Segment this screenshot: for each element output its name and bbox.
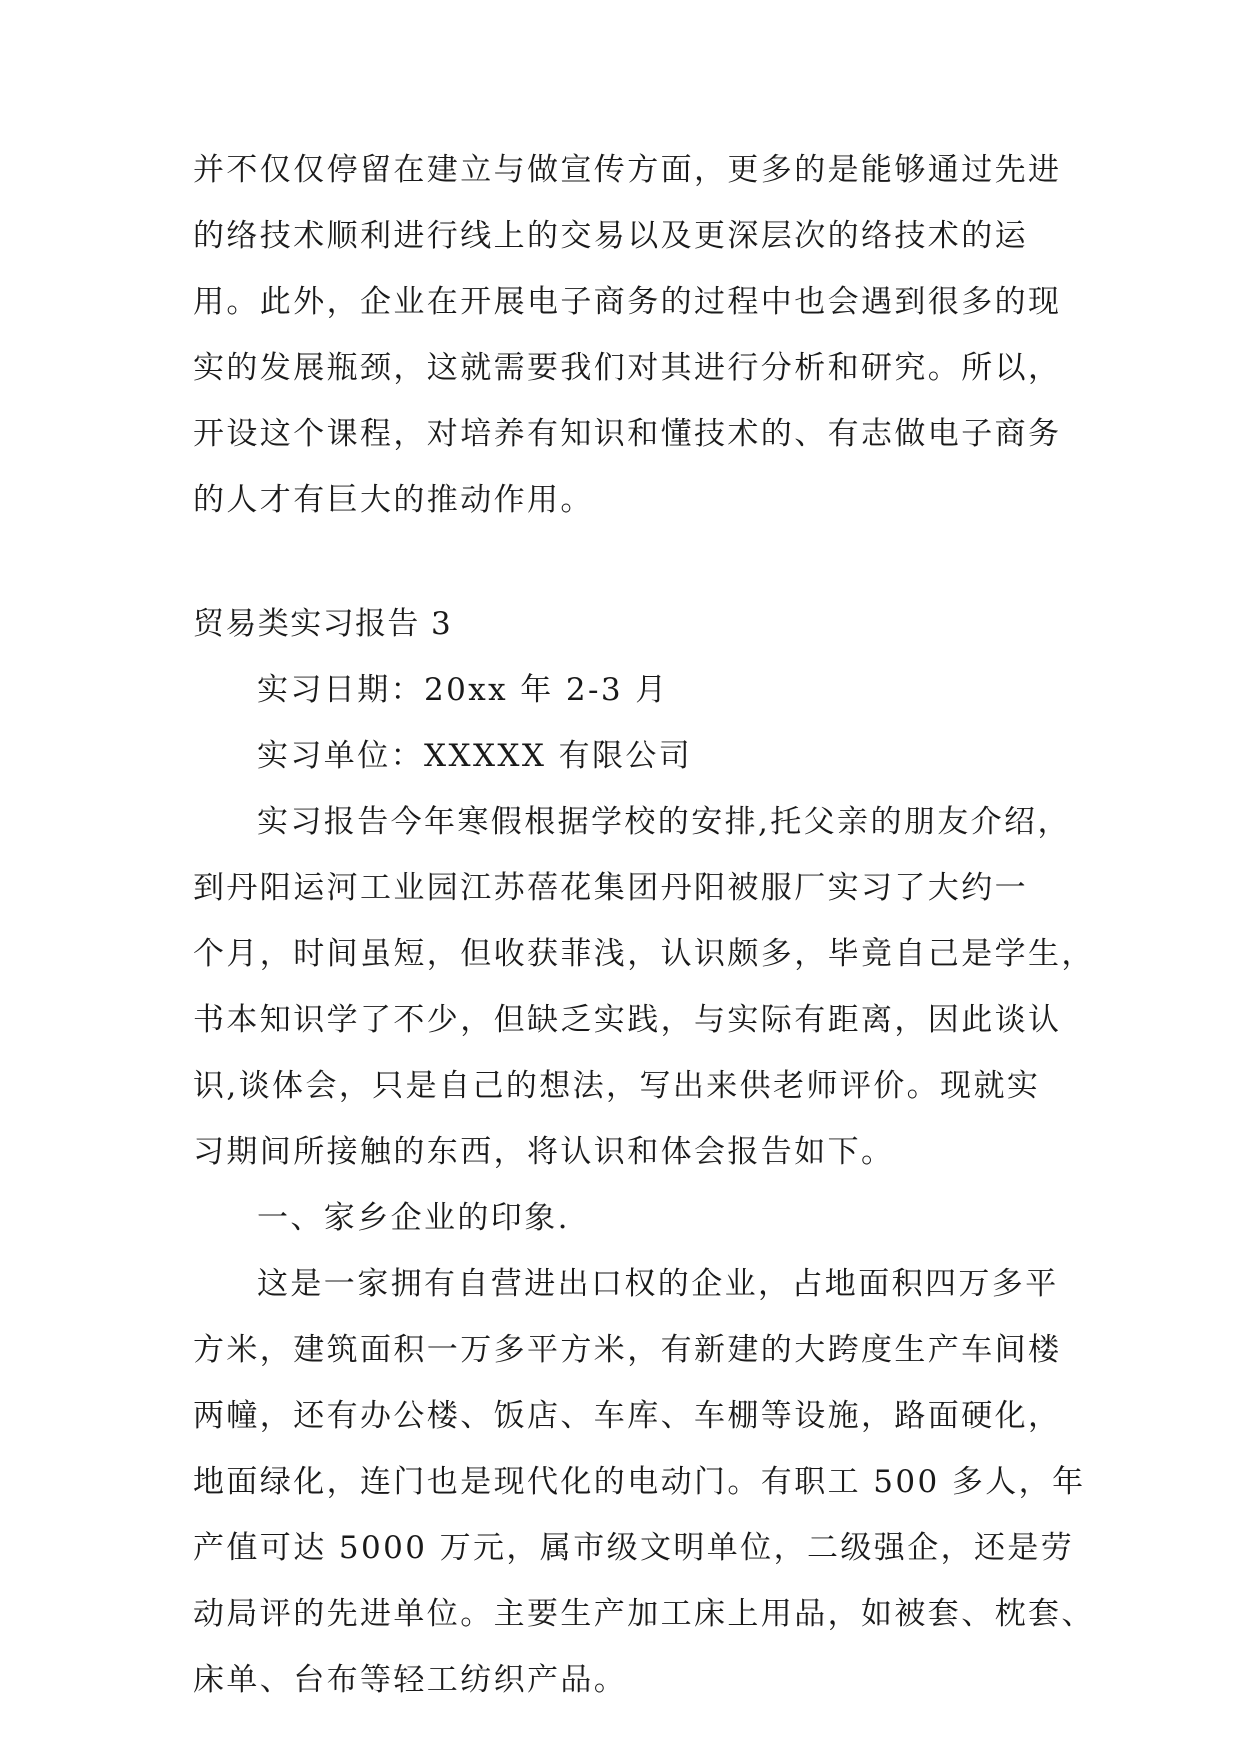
company-line: 动局评的先进单位。主要生产加工床上用品，如被套、枕套、 [193, 1596, 1095, 1632]
internship-unit: 实习单位：XXXXX 有限公司 [257, 738, 693, 774]
company-line: 产值可达 5000 万元，属市级文明单位，二级强企，还是劳 [193, 1530, 1075, 1566]
internship-date: 实习日期：20xx 年 2-3 月 [257, 672, 669, 708]
report-line: 到丹阳运河工业园江苏蓓花集团丹阳被服厂实习了大约一 [193, 870, 1028, 906]
company-line: 床单、台布等轻工纺织产品。 [193, 1662, 628, 1698]
section-title: 贸易类实习报告 3 [193, 606, 453, 642]
intro-line: 的人才有巨大的推动作用。 [193, 482, 594, 518]
intro-line: 实的发展瓶颈，这就需要我们对其进行分析和研究。所以， [193, 350, 1062, 386]
report-line: 个月，时间虽短，但收获菲浅，认识颇多，毕竟自己是学生， [193, 936, 1095, 972]
intro-line: 并不仅仅停留在建立与做宣传方面，更多的是能够通过先进 [193, 152, 1062, 188]
report-line: 习期间所接触的东西，将认识和体会报告如下。 [193, 1134, 895, 1170]
company-line: 地面绿化，连门也是现代化的电动门。有职工 500 多人，年 [193, 1464, 1086, 1500]
intro-line: 用。此外，企业在开展电子商务的过程中也会遇到很多的现 [193, 284, 1062, 320]
company-line: 这是一家拥有自营进出口权的企业，占地面积四万多平 [257, 1266, 1059, 1302]
intro-line: 开设这个课程，对培养有知识和懂技术的、有志做电子商务 [193, 416, 1062, 452]
report-line: 实习报告今年寒假根据学校的安排,托父亲的朋友介绍， [257, 804, 1071, 840]
report-line: 识,谈体会，只是自己的想法，写出来供老师评价。现就实 [193, 1068, 1041, 1104]
intro-line: 的络技术顺利进行线上的交易以及更深层次的络技术的运 [193, 218, 1028, 254]
company-line: 两幢，还有办公楼、饭店、车库、车棚等设施，路面硬化， [193, 1398, 1062, 1434]
company-line: 方米，建筑面积一万多平方米，有新建的大跨度生产车间楼 [193, 1332, 1062, 1368]
subheading: 一、家乡企业的印象. [257, 1200, 570, 1236]
report-line: 书本知识学了不少，但缺乏实践，与实际有距离，因此谈认 [193, 1002, 1062, 1038]
